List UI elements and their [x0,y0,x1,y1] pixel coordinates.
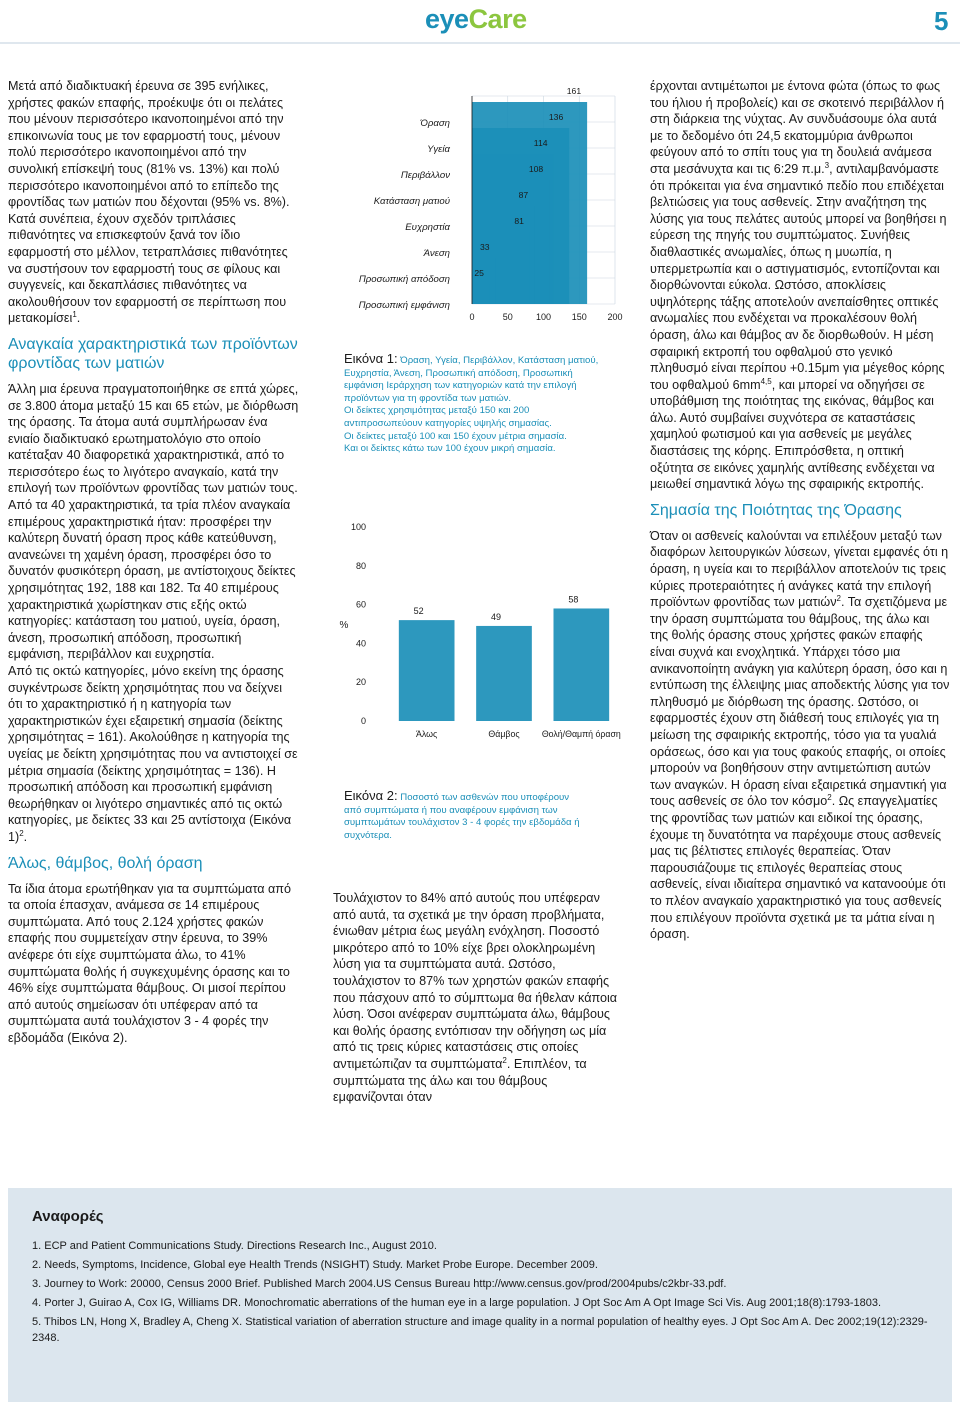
category-label: Προσωπική εμφάνιση [358,300,450,311]
y-tick-label: 0 [360,716,366,726]
y-tick-label: 100 [350,522,366,532]
page-header [0,0,960,42]
figure1-caption-line: αντιπροσωπεύουν κατηγορίες υψηλής σημασίας. [344,417,552,429]
x-tick-label: 150 [571,312,587,322]
category-label: Κατάσταση ματιού [373,196,450,207]
figure2-caption-line: συμπτωμάτων τουλάχιστον 3 - 4 φορές την εβδομάδα ή [344,817,580,829]
data-label: 33 [480,242,490,252]
y-tick-label: 80 [355,560,366,571]
data-label: 108 [528,164,544,174]
references-title: Αναφορές [32,1208,104,1225]
data-label: 58 [568,594,579,605]
data-label: 114 [533,138,548,148]
vision-quality-paragraph: Όταν οι ασθενείς καλούνται να επιλέξουν μεταξύ των διαφόρων λειτουργικών λύσεων, γίνεται εμφανές ότι η όραση, η υγεία και το περιβάλλον αποτελούν τις τρεις κύριες προτεραιότητες ή ανάγκες κατά την επιλογή προϊόντων φροντίδας των ματιών$^2$. Τα σχετιζόμενα με την όραση συμπτώματα του θάμβους, της άλω και της θολής όρασης στους χρήστες φακών επαφής είναι συχνά και ενοχλητικά. Υπάρχει τόσο μια ανικανοποίητη ανάγκη για καλύτερη όραση, όσο και η εντύπωση της έλλειψης μιας αποδεκτής λύσης για τον πληθυσμό με διόρθωση της όρασης. Ωστόσο, οι εφαρμοστές έχουν στη διάθεσή τους επιλογές για τη μείωση της σφαιρικής εκτροπής, τόσο για τα γυαλιά οράσεως, όσο και για τους φακούς επαφής, οι οποίες μπορούν να βοηθήσουν στην αντιμετώπιση αυτών των αναγκών. Η όραση είναι εξαιρετικά σημαντική για τους ασθενείς σε όλο τον κόσμο$^2$. Ως επαγγελματίες της φροντίδας των ματιών και ειδικοί της όρασης, έχουμε τη δυνατότητα να παρέχουμε στους ασθενείς μας τις βέλτιστες επιλογές θεραπείας. Όταν παρουσιάζουμε τις επιλογές θεραπείας στους ασθενείς, είναι ιδιαίτερα σημαντικό να κατανοούμε ότι το πλέον αναγκαίο χαρακτηριστικό για τους ασθενείς που επιλέγουν προϊόντα σχετικά με τα μάτια είναι η όραση. [650,528,950,942]
figure2-symptoms-chart [330,505,630,755]
figure1-caption-label: Εικόνα 1: [344,351,398,366]
section-heading-vision-quality: Σημασία της Ποιότητας της Όρασης [650,501,902,519]
category-label: Άλως [416,729,438,739]
bar [553,608,609,721]
category-label: Θολή/Θαμπή όραση [541,729,621,739]
reference-item: 1. ECP and Patient Communications Study. Directions Research Inc., August 2010. [32,1240,437,1252]
category-label: Θάμβος [488,729,520,739]
discomfort-paragraph: Τουλάχιστον το 84% από αυτούς που υπέφεραν από αυτά, τα σχετικά με την όραση προβλήματα, ένιωθαν μέτρια έως μεγάλη ενόχληση. Ποσοστό μικρότερο από το 10% είχε βρει ολοκληρωμένη λύση για τα συμπτώματα αυτά. Ωστόσο, τουλάχιστον το 87% των χρηστών φακών επαφής που πάσχουν από το σύμπτωμα θα ήθελαν κάποια λύση. Όσοι ανέφεραν συμπτώματα άλω, θάμβους και θολής όρασης εντόπισαν την οδήγηση ως μία από τις τρεις κύριες καταστάσεις στις οποίες αντιμετώπιζαν τα συμπτώματα$^2$. Επιπλέον, τα συμπτώματα της άλω και του θάμβους εμφανίζονται όταν [333,891,618,1105]
bar [476,626,532,721]
y-tick-label: 60 [355,599,366,610]
figure2-caption-line: από συμπτώματα ή που αναφέρουν εμφάνιση των [344,804,558,816]
category-label: Άνεση [423,248,450,259]
category-label: Προσωπική απόδοση [358,274,450,285]
figure2-caption-line: Ποσοστό των ασθενών που υποφέρουν [400,792,570,803]
x-tick-label: 100 [535,312,552,322]
data-label: 136 [548,112,564,122]
page-number: 5 [934,6,949,36]
column-middle-text [333,890,619,1106]
aberrations-paragraph: έρχονται αντιμέτωποι με έντονα φώτα (όπως το φως του ήλιου ή προβολείς) και σε σκοτεινό περιβάλλον ή στη διάρκεια της νύχτας. Αν συνδυάσουμε όλα αυτά με το δεδομένο ότι 24,5 εκατομμύρια άνθρωποι φεύγουν από το σπίτι τους για τη δουλειά ανάμεσα στα μεσάνυχτα και τις 6:29 π.μ.$^3$, αντιλαμβανόμαστε ότι πρόκειται για ένα σημαντικό πεδίο που επιδέχεται βελτιώσεις για τους ασθενείς. Στην αναζήτηση της λύσης για τους πελάτες αυτούς μπορεί να βοηθήσει η εύρεση της πηγής του συμπτώματος. Συνήθεις διαθλαστικές ανωμαλίες, όπως η μυωπία, η υπερμετρωπία και ο αστιγματισμός, εντοπίζονται και διορθώνονται εύκολα. Ωστόσο, αποκλίσεις υψηλότερης τάξης αποτελούν ανεπαίσθητες οπτικές ανωμαλίες που ενδέχεται να προκαλέσουν θολή όραση, άλω και θάμβος αν δε διορθωθούν. Η μέση σφαιρική εκτροπή του οφθαλμού στο γενικό πληθυσμό είναι περίπου +0.15μm για μέγεθος κόρης του οφθαλμού 6mm$^{4,5}$, και μπορεί να οδηγήσει σε υποβάθμιση της ποιότητας της εικόνας, θάμβος και άλω. Αυτό συμβαίνει συχνότερα σε καταστάσεις χαμηλού φωτισμού και για ασθενείς με μεγάλες διαστάσεις της κόρης. Επιπρόσθετα, η οπτική οξύτητα σε εικόνες χαμηλής αντίθεσης ενδέχεται να μειωθεί σημαντικά λόγω της σφαιρικής εκτροπής. [650,79,947,492]
reference-item: 2. Needs, Symptoms, Incidence, Global eye Health Trends (NSIGHT) Study. Market Probe Europe. December 2009. [32,1259,598,1271]
y-tick-label: 20 [355,677,366,688]
figure1-caption-line: Ευχρηστία, Άνεση, Προσωπική απόδοση, Προσωπική [344,367,573,379]
figure1-caption-line: προϊόντων για τη φροντίδα των ματιών. [344,392,512,404]
references-box [8,1188,952,1402]
figure1-caption [344,353,624,456]
column-left [8,78,300,1046]
references-list [32,1238,932,1349]
figure2-caption-line: συχνότερα. [344,829,392,841]
reference-item: 5. Thibos LN, Hong X, Bradley A, Cheng X. Statistical variation of aberration structure and image quality in a normal population of healthy eyes. J Opt Soc Am A. Dec 2002;19(12):2329-2348. [32,1316,928,1344]
category-label: Όραση [420,118,450,129]
data-label: 52 [413,606,424,617]
eyecare-logo: eyeCare [425,4,527,34]
intro-paragraph: Μετά από διαδικτυακή έρευνα σε 395 ενήλικες, χρήστες φακών επαφής, προέκυψε ότι οι πελάτες που μένουν περισσότερο ικανοποιημένοι από την επικοινωνία τους με τον εφαρμοστή τους, μένουν πολύ περισσότερο ικανοποιημένοι από την συνολική επίσκεψή τους (81% vs. 13%) και πολύ περισσότερο ικανοποιημένοι από το επίπεδο της φροντίδας των ματιών που δέχονται (95% vs. 8%). Κατά συνέπεια, έχουν σχεδόν τριπλάσιες πιθανότητες να επισκεφτούν ξανά τον ίδιο εφαρμοστή στο μέλλον, τετραπλάσιες πιθανότητες να συστήσουν τον εφαρμοστή τους σε φίλους και συγγενείς, και δεκαπλάσιες πιθανότητες να ακολουθήσουν τον εφαρμοστή σε περίπτωση που μετακομίσει$^1$. [8,79,290,326]
column-right [650,78,950,943]
header-rule [0,42,960,44]
section-heading-product-features: Αναγκαία χαρακτηριστικά των προϊόντων φροντίδας των ματιών [8,335,298,372]
figure1-caption-line: Όραση, Υγεία, Περιβάλλον, Κατάσταση ματιού, [400,355,599,366]
y-tick-label: 40 [355,638,366,649]
data-label: 25 [474,268,484,278]
symptoms-paragraph: Τα ίδια άτομα ερωτήθηκαν για τα συμπτώματα από τα οποία έπασχαν, ανάμεσα σε 14 επιμέρους συμπτώματα. Από τους 2.124 χρήστες φακών επαφής που συμμετείχαν στην έρευνα, το 39% ανέφερε ότι είχε συμπτώματα άλω, το 41% συμπτώματα θολής ή συγκεχυμένης όρασης και το 46% είχε συμπτώματα θάμβους. Οι μισοί περίπου από αυτούς σημείωσαν ότι υπέφεραν από τα συμπτώματα αυτά τουλάχιστον 3 - 4 φορές την εβδομάδα (Εικόνα 2). [8,881,292,1045]
figure1-utility-chart [330,88,630,338]
survey-paragraph: Άλλη μια έρευνα πραγματοποιήθηκε σε επτά χώρες, σε 3.800 άτομα μεταξύ 15 και 65 ετών, με διόρθωση της όρασης. Τα άτομα αυτά συμπλήρωσαν ένα ενιαίο διαδικτυακό ερωτηματολόγιο στο οποίο κατέταξαν 40 διαφορετικά χαρακτηριστικά, από το περισσότερο έως το λιγότερο αναγκαίο, κατά την επιλογή των προϊόντων φροντίδας των ματιών τους. Από τα 40 χαρακτηριστικά, τα τρία πλέον αναγκαία επιμέρους χαρακτηριστικά ήταν: προσφέρει την καλύτερη δυνατή όραση προς κάθε κατεύθυνση, ανανεώνει τη χαμένη όραση, προσφέρει όσο το δυνατόν φυσικότερη όραση, με αντίστοιχους δείκτες χρησιμότητας 192, 188 και 182. Τα 40 επιμέρους χαρακτηριστικά χωρίστηκαν στις εξής οκτώ κατηγορίες: κατάσταση του ματιού, υγεία, όραση, άνεση, προσωπική απόδοση, προσωπική εμφάνιση, περιβάλλον και ευχρηστία. [8,381,299,662]
categories-paragraph: Από τις οκτώ κατηγορίες, μόνο εκείνη της όρασης συγκέντρωσε δείκτη χρησιμότητας που να δείχνει ότι το χαρακτηριστικό ή η κατηγορία των χαρακτηριστικών έχει εξαιρετική σημασία (δείκτης χρησιμότητας = 161). Ακολούθησε η κατηγορία της υγείας με δείκτη χρησιμότητας που να αντιστοιχεί σε μέτρια σημασία (δείκτης χρησιμότητας = 136). Η προσωπική απόδοση και προσωπική εμφάνιση θεωρήθηκαν οι λιγότερο σημαντικές από τις οκτώ κατηγορίες, με δείκτες 33 και 25 αντίστοιχα (Εικόνα 1)$^2$. [8,664,298,844]
figure1-caption-line: Οι δείκτες χρησιμότητας μεταξύ 150 και 200 [344,405,530,417]
figure2-caption [344,790,624,842]
figure2-caption-label: Εικόνα 2: [344,788,398,803]
bar [472,284,490,304]
figure1-caption-line: Οι δείκτες μεταξύ 100 και 150 έχουν μέτρια σημασία. [344,430,567,442]
x-tick-label: 50 [502,312,513,322]
data-label: 161 [566,88,582,96]
reference-item: 3. Journey to Work: 20000, Census 2000 Brief. Published March 2004.US Census Bureau http://www.census.gov/prod/2004pubs/c2kbr-33.pdf. [32,1278,727,1290]
figure1-caption-line: Και οι δείκτες κάτω των 100 έχουν μικρή σημασία. [344,443,556,455]
data-label: 49 [490,611,502,622]
figure1-caption-line: εμφάνιση Ιεράρχηση των κατηγοριών κατά την επιλογή [344,380,577,392]
category-label: Περιβάλλον [400,170,450,181]
data-label: 87 [518,190,529,200]
x-tick-label: 200 [607,312,623,322]
data-label: 81 [514,216,524,226]
bar [399,620,455,721]
category-label: Ευχρηστία [405,222,450,233]
x-tick-label: 0 [469,312,475,322]
category-label: Υγεία [427,144,450,155]
reference-item: 4. Porter J, Guirao A, Cox IG, Williams DR. Monochromatic aberrations of the human eye in a large population. J Opt Soc Am A Opt Image Sci Vis. Aug 2001;18(8):1793-1803. [32,1297,882,1309]
y-axis-label: % [339,620,349,631]
section-heading-halo-glare: Άλως, θάμβος, θολή όραση [8,854,203,872]
